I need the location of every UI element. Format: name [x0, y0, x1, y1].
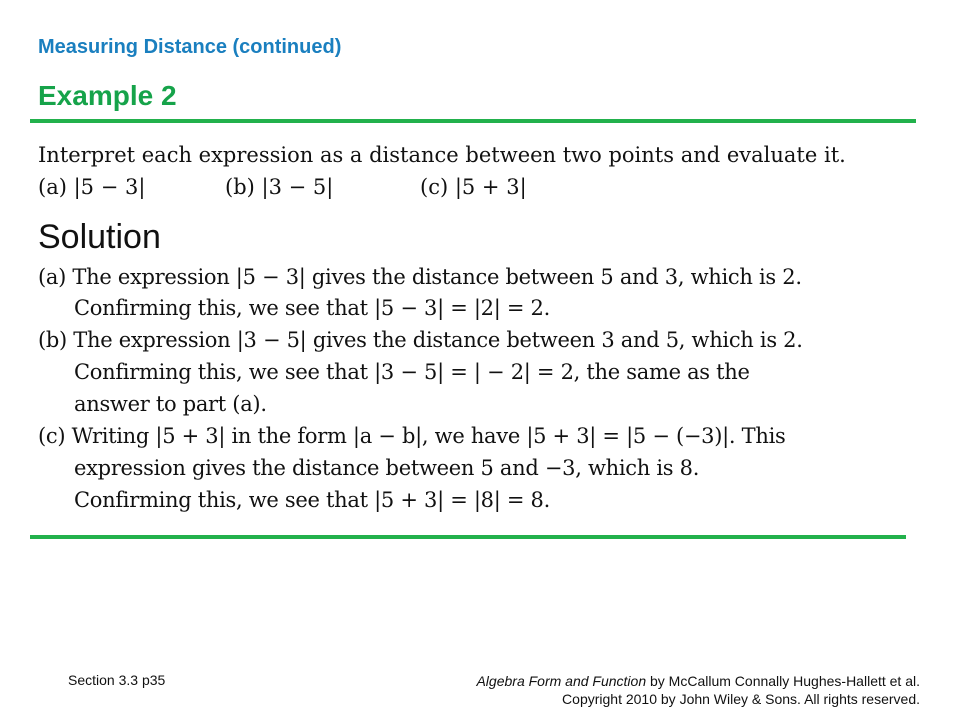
solution-line: Confirming this, we see that |3 − 5| = | − 2| = 2, the same as the — [74, 360, 750, 384]
solution-line: Confirming this, we see that |5 + 3| = |8| = 8. — [74, 488, 550, 512]
solution-line: (c) Writing |5 + 3| in the form |a − b|, we have |5 + 3| = |5 − (−3)|. This — [38, 424, 786, 448]
solution-line: Confirming this, we see that |5 − 3| = |2| = 2. — [74, 296, 550, 320]
solution-line: (a) The expression |5 − 3| gives the distance between 5 and 3, which is 2. — [38, 265, 802, 289]
part-a: (a) |5 − 3| — [38, 175, 146, 199]
footer-citation — [476, 672, 920, 708]
footer-section: Section 3.3 p35 — [68, 672, 166, 688]
problem-prompt: Interpret each expression as a distance between two points and evaluate it. — [38, 143, 846, 167]
solution-line: answer to part (a). — [74, 392, 267, 416]
book-title: Algebra Form and Function — [476, 673, 647, 689]
solution-title: Solution — [38, 218, 161, 256]
part-b: (b) |3 − 5| — [225, 175, 334, 199]
solution-line: (b) The expression |3 − 5| gives the distance between 3 and 5, which is 2. — [38, 328, 803, 352]
slide-subtitle: Measuring Distance (continued) — [38, 36, 342, 58]
top-divider — [30, 119, 916, 123]
example-heading: Example 2 — [38, 80, 177, 111]
copyright: Copyright 2010 by John Wiley & Sons. All rights reserved. — [562, 691, 920, 707]
solution-line: expression gives the distance between 5 and −3, which is 8. — [74, 456, 700, 480]
part-c: (c) |5 + 3| — [420, 175, 527, 199]
bottom-divider — [30, 535, 906, 539]
book-authors: by McCallum Connally Hughes-Hallett et al. — [646, 673, 920, 689]
